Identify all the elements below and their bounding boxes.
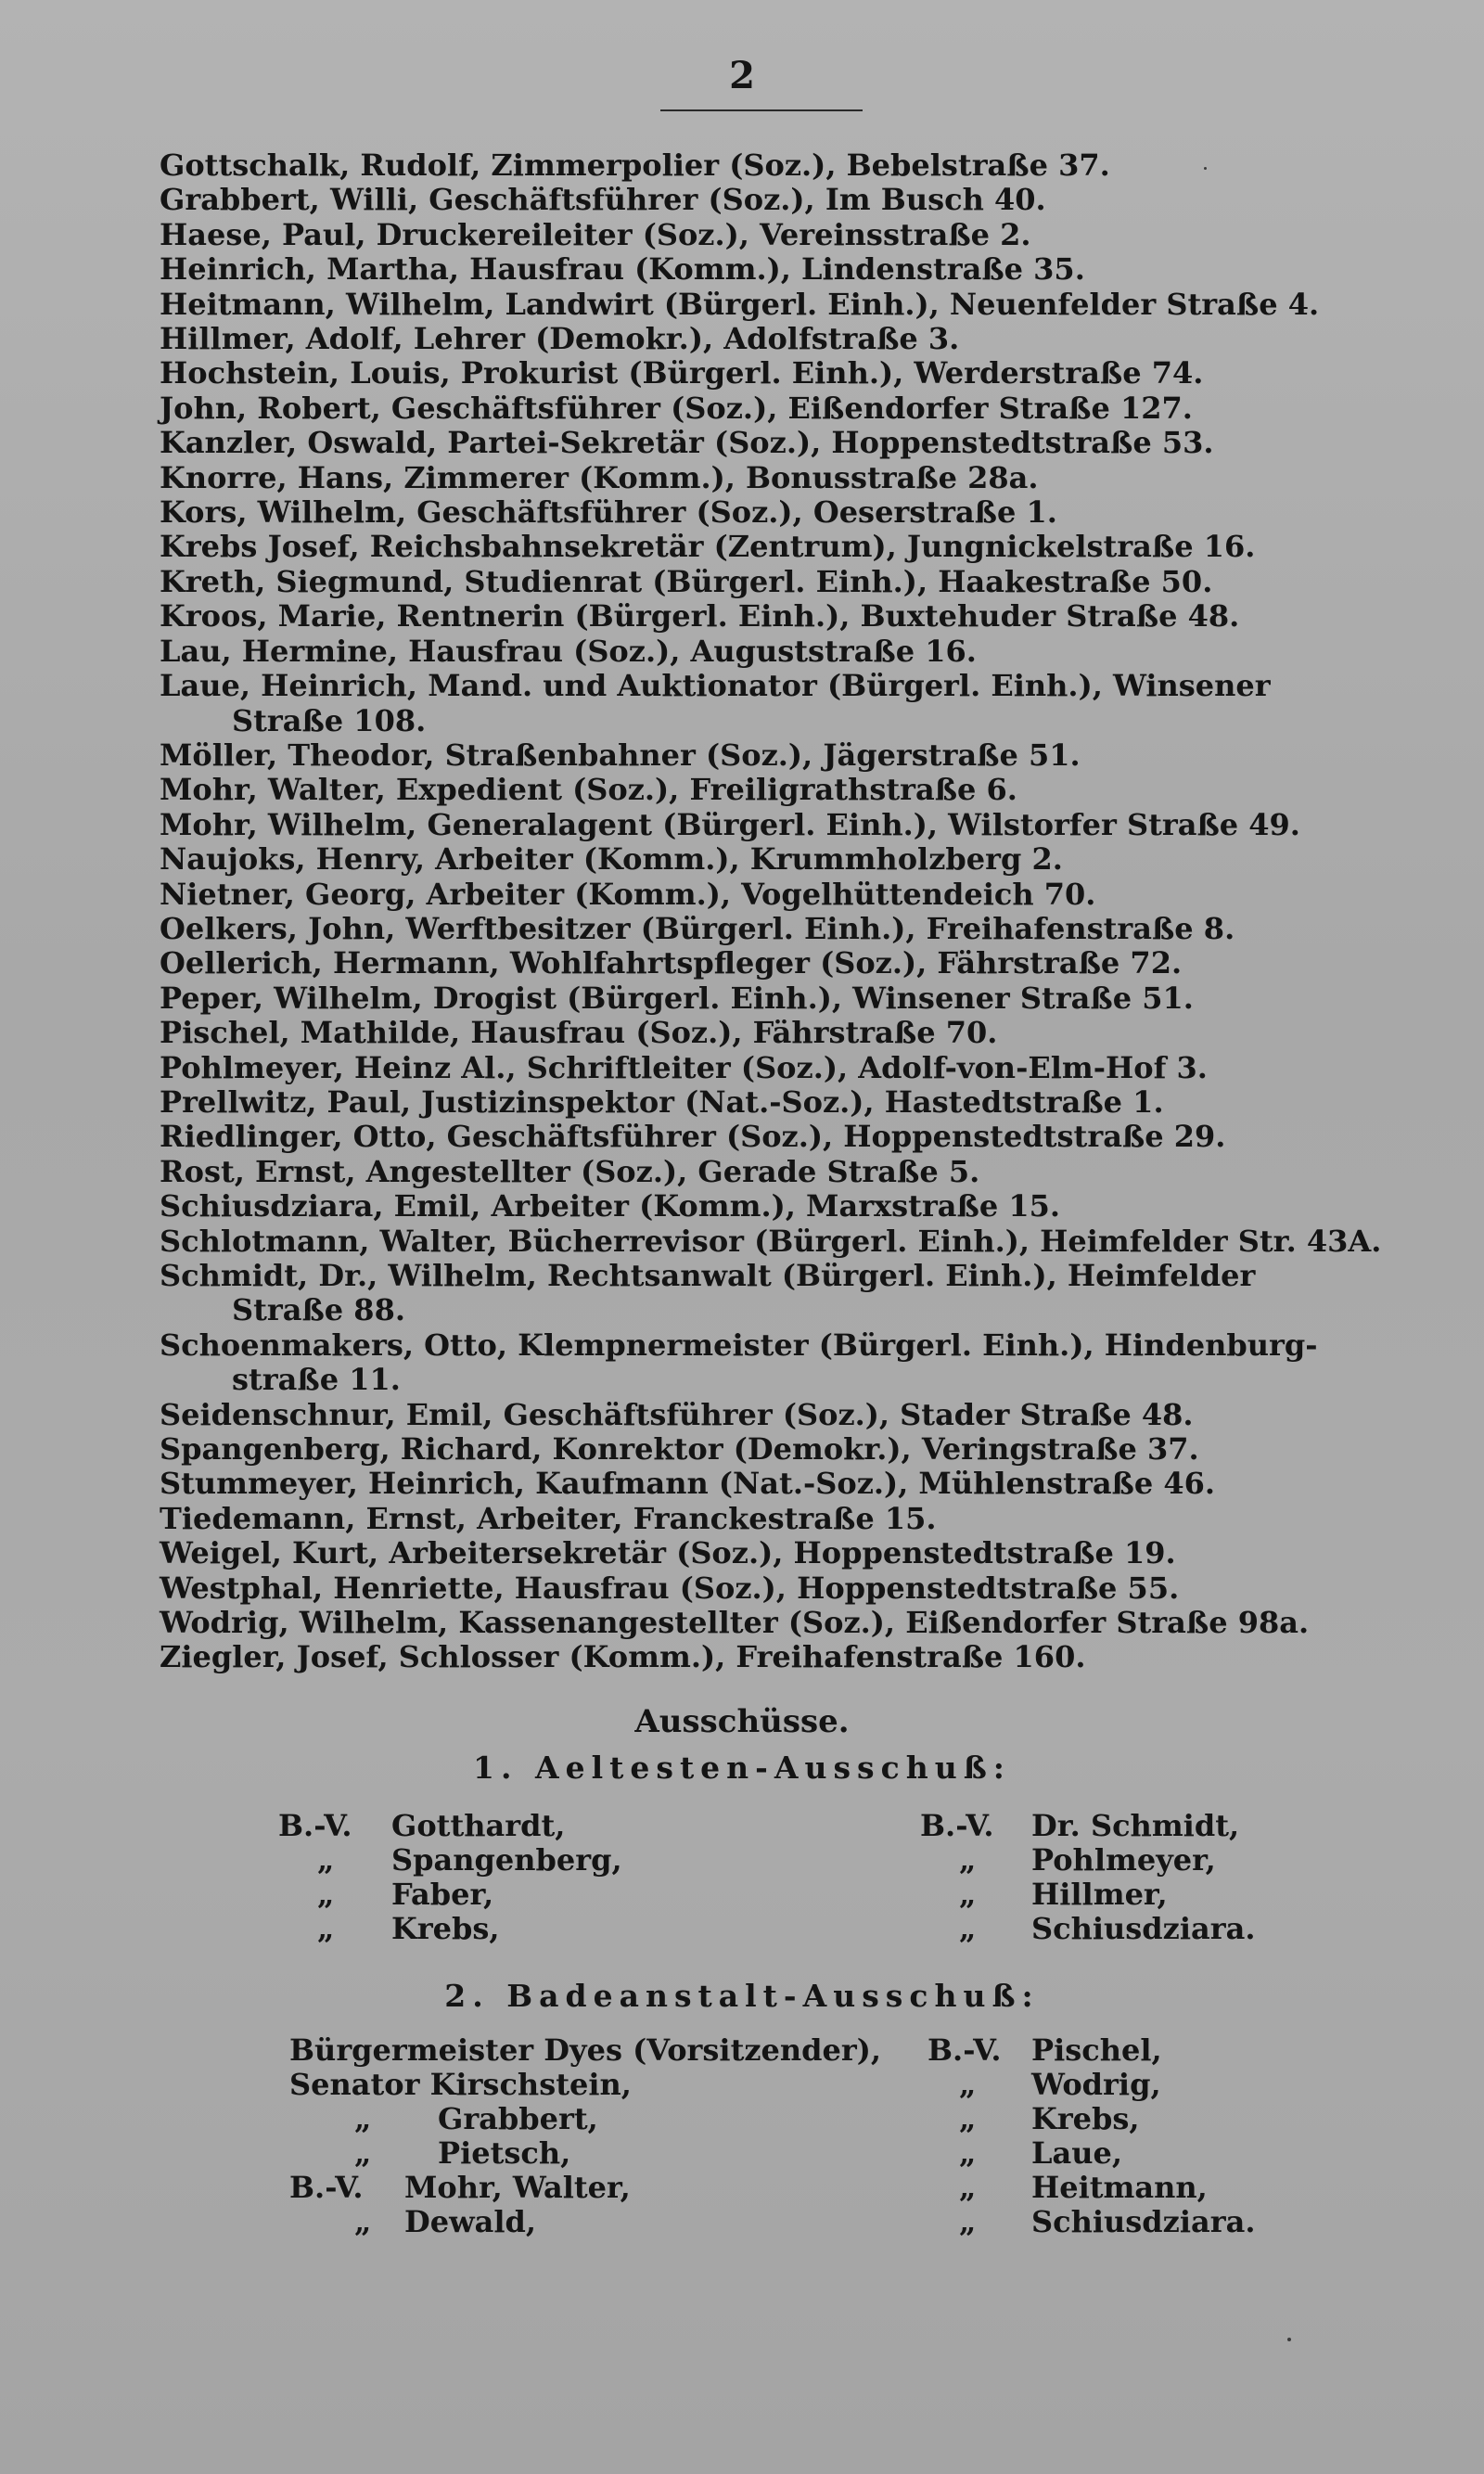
member-entry: [160, 1328, 1384, 1398]
member-entry: [160, 1536, 1384, 1570]
member-entry-text: Hillmer, Adolf, Lehrer (Demokr.), Adolfstraße 3.: [160, 321, 960, 357]
member-entry: [160, 461, 1384, 495]
ditto-mark: „: [959, 2135, 977, 2171]
member-entry-text: Kreth, Siegmund, Studienrat (Bürgerl. Einh.), Haakestraße 50.: [160, 563, 1213, 599]
ditto-mark: „: [959, 2170, 977, 2205]
committee-title-aeltesten: 1. Aeltesten-Ausschuß:: [473, 1750, 1011, 1786]
member-entry-text: Westphal, Henriette, Hausfrau (Soz.), Hoppenstedtstraße 55.: [160, 1570, 1180, 1606]
member-entry: [160, 599, 1384, 634]
member-entry-text: John, Robert, Geschäftsführer (Soz.), Eißendorfer Straße 127.: [160, 390, 1193, 426]
member-prefix: B.-V.: [278, 1808, 352, 1843]
committee-member: [278, 1843, 668, 1878]
member-entry-text: Rost, Ernst, Angestellter (Soz.), Gerade Straße 5.: [160, 1153, 980, 1189]
committee-title-badeanstalt: 2. Badeanstalt-Ausschuß:: [444, 1978, 1040, 2014]
member-entry-text: Lau, Hermine, Hausfrau (Soz.), Auguststraße 16.: [160, 633, 977, 669]
member-entry: [160, 808, 1384, 842]
ditto-mark: „: [317, 1877, 335, 1912]
member-entry: [160, 1502, 1384, 1536]
member-entry: [160, 669, 1384, 738]
member-entry-text: Knorre, Hans, Zimmerer (Komm.), Bonusstraße 28a.: [160, 459, 1039, 495]
member-entry-text: Mohr, Wilhelm, Generalagent (Bürgerl. Einh.), Wilstorfer Straße 49.: [160, 806, 1300, 842]
member-entry-text: Möller, Theodor, Straßenbahner (Soz.), Jägerstraße 51.: [160, 737, 1081, 773]
member-name: Mohr, Walter,: [404, 2170, 631, 2205]
member-entry-text: Schlotmann, Walter, Bücherrevisor (Bürgerl. Einh.), Heimfelder Str. 43A.: [160, 1223, 1382, 1259]
member-entry: [160, 1155, 1384, 1189]
member-entry-text: Kanzler, Oswald, Partei-Sekretär (Soz.), Hoppenstedtstraße 53.: [160, 425, 1214, 461]
member-name: Dewald,: [404, 2204, 537, 2239]
member-entry-text: Heinrich, Martha, Hausfrau (Komm.), Lindenstraße 35.: [160, 251, 1085, 288]
member-entry-text: Schiusdziara, Emil, Arbeiter (Komm.), Marxstraße 15.: [160, 1188, 1061, 1224]
committee-member: [289, 2102, 883, 2136]
ditto-mark: „: [354, 2135, 372, 2171]
member-entry-text: Tiedemann, Ernst, Arbeiter, Franckestraße 15.: [160, 1500, 937, 1536]
committee-member: [289, 2171, 883, 2205]
member-entry-text: Gottschalk, Rudolf, Zimmerpolier (Soz.), Bebelstraße 37.: [160, 147, 1110, 183]
member-name: Pischel,: [1031, 2032, 1162, 2068]
member-entry: [160, 1224, 1384, 1259]
member-name: Hillmer,: [1031, 1877, 1168, 1912]
member-entry-text: Pohlmeyer, Heinz Al., Schriftleiter (Soz.), Adolf-von-Elm-Hof 3.: [160, 1049, 1208, 1085]
member-entry-text: Pischel, Mathilde, Hausfrau (Soz.), Fährstraße 70.: [160, 1015, 998, 1051]
member-name: Wodrig,: [1031, 2067, 1161, 2102]
ditto-mark: „: [959, 1911, 977, 1946]
print-speck: [1287, 2338, 1291, 2341]
member-name: Heitmann,: [1031, 2170, 1208, 2205]
page-number-rule: [660, 109, 863, 111]
member-entry: [160, 981, 1384, 1016]
member-entry: [160, 1085, 1384, 1120]
member-entry: [160, 218, 1384, 252]
member-entry-text: Weigel, Kurt, Arbeitersekretär (Soz.), Hoppenstedtstraße 19.: [160, 1535, 1176, 1571]
member-entry-text: Kroos, Marie, Rentnerin (Bürgerl. Einh.), Buxtehuder Straße 48.: [160, 598, 1240, 635]
ditto-mark: „: [354, 2204, 372, 2239]
member-name: Gotthardt,: [391, 1808, 566, 1843]
member-entry-continuation: straße 11.: [232, 1362, 401, 1398]
committee-member: [928, 2033, 1317, 2068]
aeltesten-left-column: [278, 1809, 668, 1946]
member-entry: [160, 1120, 1384, 1154]
member-entry-text: Haese, Paul, Druckereileiter (Soz.), Vereinsstraße 2.: [160, 216, 1031, 252]
member-entry: [160, 1571, 1384, 1606]
print-speck: [1204, 167, 1207, 170]
member-entry-text: Nietner, Georg, Arbeiter (Komm.), Vogelhüttendeich 70.: [160, 876, 1096, 912]
member-name: Dr. Schmidt,: [1031, 1808, 1240, 1843]
ditto-mark: „: [317, 1842, 335, 1878]
member-entry: [160, 530, 1384, 564]
member-entry-text: Spangenberg, Richard, Konrektor (Demokr.), Veringstraße 37.: [160, 1431, 1199, 1468]
badeanstalt-right-column: [928, 2033, 1317, 2239]
member-entry-text: Laue, Heinrich, Mand. und Auktionator (Bürgerl. Einh.), Winsener: [160, 668, 1271, 704]
member-entry-text: Peper, Wilhelm, Drogist (Bürgerl. Einh.), Winsener Straße 51.: [160, 980, 1194, 1016]
ditto-mark: „: [317, 1911, 335, 1946]
member-entry-text: Ziegler, Josef, Schlosser (Komm.), Freihafenstraße 160.: [160, 1639, 1086, 1675]
member-entry: [160, 1467, 1384, 1501]
member-entry: [160, 288, 1384, 322]
member-entry-text: Schmidt, Dr., Wilhelm, Rechtsanwalt (Bürgerl. Einh.), Heimfelder: [160, 1258, 1256, 1293]
committee-member: [928, 2171, 1317, 2205]
ditto-mark: „: [354, 2101, 372, 2136]
member-name: Faber,: [391, 1877, 494, 1912]
section-heading-ausschuesse: Ausschüsse.: [634, 1703, 850, 1740]
member-entry-text: Schoenmakers, Otto, Klempnermeister (Bürgerl. Einh.), Hindenburg-: [160, 1327, 1318, 1363]
member-entry: [160, 565, 1384, 599]
member-entry-text: Seidenschnur, Emil, Geschäftsführer (Soz.), Stader Straße 48.: [160, 1396, 1194, 1432]
member-name: Grabbert,: [438, 2101, 598, 2136]
committee-member: [920, 1843, 1310, 1878]
member-entry: [160, 495, 1384, 530]
member-name: Schiusdziara.: [1031, 2204, 1256, 2239]
member-name: Krebs,: [1031, 2101, 1140, 2136]
member-entry: [160, 1606, 1384, 1640]
member-entry-text: Grabbert, Willi, Geschäftsführer (Soz.), Im Busch 40.: [160, 182, 1046, 218]
member-entry: [160, 252, 1384, 287]
member-entry: [160, 426, 1384, 460]
member-entry: [160, 946, 1384, 981]
ditto-mark: „: [959, 1842, 977, 1878]
member-entry-text: Hochstein, Louis, Prokurist (Bürgerl. Einh.), Werderstraße 74.: [160, 355, 1204, 391]
ditto-mark: „: [959, 1877, 977, 1912]
member-entry-text: Oelkers, John, Werftbesitzer (Bürgerl. Einh.), Freihafenstraße 8.: [160, 910, 1235, 946]
committee-member: [289, 2136, 883, 2171]
member-entry: [160, 1051, 1384, 1085]
committee-member: [289, 2033, 883, 2068]
member-entry-text: Heitmann, Wilhelm, Landwirt (Bürgerl. Einh.), Neuenfelder Straße 4.: [160, 286, 1320, 322]
member-name: Pietsch,: [438, 2135, 571, 2171]
committee-member: [920, 1809, 1310, 1843]
committee-member: [278, 1878, 668, 1912]
ditto-mark: „: [959, 2101, 977, 2136]
committee-member: [278, 1809, 668, 1843]
member-name: Schiusdziara.: [1031, 1911, 1256, 1946]
member-entry: [160, 148, 1384, 183]
committee-member: [928, 2205, 1317, 2239]
committee-member: [278, 1912, 668, 1946]
aeltesten-right-column: [920, 1809, 1310, 1946]
member-name: Bürgermeister Dyes (Vorsitzender),: [289, 2032, 882, 2068]
member-prefix: B.-V.: [920, 1808, 994, 1843]
member-entry-continuation: Straße 88.: [232, 1292, 405, 1328]
member-entry: [160, 1432, 1384, 1467]
member-entry-text: Riedlinger, Otto, Geschäftsführer (Soz.), Hoppenstedtstraße 29.: [160, 1119, 1226, 1155]
member-entry: [160, 1398, 1384, 1432]
member-name: Pohlmeyer,: [1031, 1842, 1216, 1878]
member-entry: [160, 1640, 1384, 1674]
member-entry-text: Kors, Wilhelm, Geschäftsführer (Soz.), Oeserstraße 1.: [160, 494, 1057, 531]
member-entry: [160, 1259, 1384, 1328]
committee-member: [289, 2205, 883, 2239]
committee-member: [920, 1878, 1310, 1912]
member-name: Senator Kirschstein,: [289, 2067, 632, 2102]
member-prefix: B.-V.: [928, 2032, 1002, 2068]
ditto-mark: „: [959, 2067, 977, 2102]
committee-member: [289, 2068, 883, 2102]
member-entry: [160, 183, 1384, 217]
member-name: Spangenberg,: [391, 1842, 622, 1878]
member-entry-text: Naujoks, Henry, Arbeiter (Komm.), Krummholzberg 2.: [160, 841, 1063, 878]
member-entry-text: Oellerich, Hermann, Wohlfahrtspfleger (Soz.), Fährstraße 72.: [160, 945, 1183, 981]
member-entry: [160, 1016, 1384, 1050]
member-name: Krebs,: [391, 1911, 500, 1946]
committee-member: [920, 1912, 1310, 1946]
member-entry: [160, 738, 1384, 773]
member-entry: [160, 635, 1384, 669]
member-entry: [160, 391, 1384, 426]
committee-member: [928, 2136, 1317, 2171]
member-entry-text: Mohr, Walter, Expedient (Soz.), Freiligrathstraße 6.: [160, 772, 1017, 808]
member-entry-text: Stummeyer, Heinrich, Kaufmann (Nat.-Soz.), Mühlenstraße 46.: [160, 1466, 1216, 1502]
member-entry: [160, 878, 1384, 912]
member-entry: [160, 1189, 1384, 1224]
member-entry-text: Wodrig, Wilhelm, Kassenangestellter (Soz.), Eißendorfer Straße 98a.: [160, 1605, 1310, 1641]
page-number: 2: [729, 54, 755, 97]
member-entry: [160, 773, 1384, 807]
committee-member: [928, 2102, 1317, 2136]
member-entry: [160, 356, 1384, 391]
member-entry: [160, 842, 1384, 877]
member-list: [160, 148, 1384, 1675]
member-entry-text: Krebs Josef, Reichsbahnsekretär (Zentrum), Jungnickelstraße 16.: [160, 529, 1256, 565]
member-entry: [160, 322, 1384, 356]
committee-member: [928, 2068, 1317, 2102]
member-name: Laue,: [1031, 2135, 1122, 2171]
badeanstalt-left-column: [289, 2033, 883, 2239]
member-entry: [160, 912, 1384, 946]
ditto-mark: „: [959, 2204, 977, 2239]
member-entry-continuation: Straße 108.: [232, 702, 427, 738]
member-prefix: B.-V.: [289, 2170, 364, 2205]
member-entry-text: Prellwitz, Paul, Justizinspektor (Nat.-Soz.), Hastedtstraße 1.: [160, 1083, 1164, 1120]
